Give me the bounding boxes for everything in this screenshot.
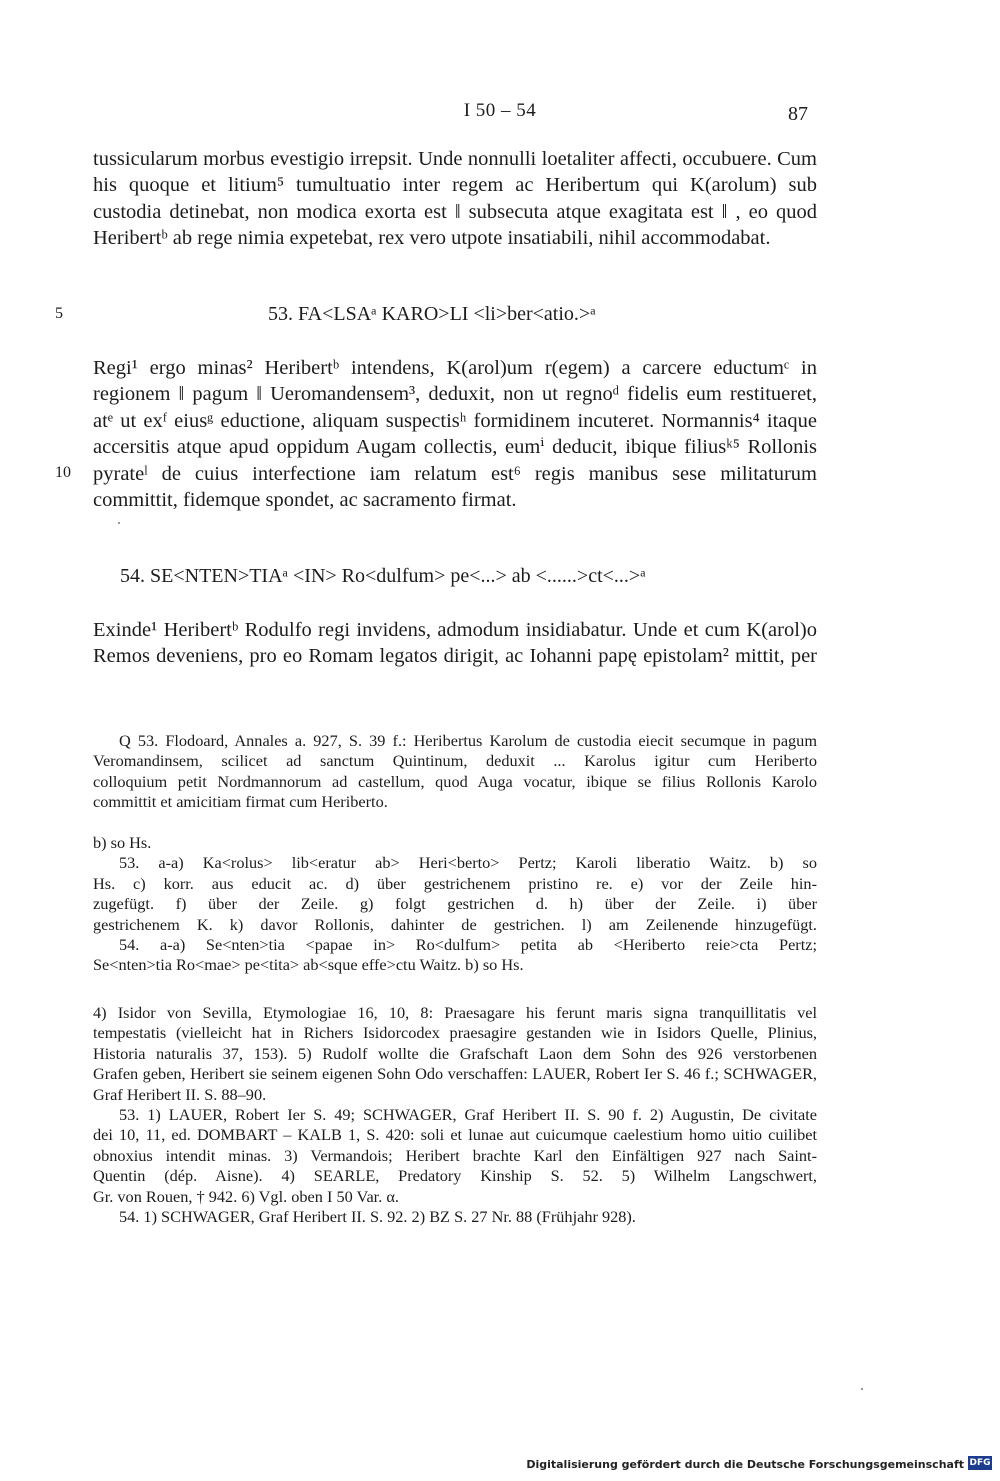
paragraph-2 xyxy=(93,355,817,513)
paragraph-3 xyxy=(93,617,817,670)
commentary-apparatus xyxy=(93,1003,817,1227)
text-line: Exinde¹ Heribertᵇ Rodulfo regi invidens, admodum insidiabatur. Unde et cum K(arol)o xyxy=(93,619,817,641)
text-line: pyrateˡ de cuius interfectione iam relatum est⁶ regis manibus sese militaturum xyxy=(93,462,817,485)
note-line: Veromandinsem, scilicet ad sanctum Quintinum, deduxit ... Karolus igitur cum Heriberto xyxy=(93,751,817,771)
note-line: gestrichenem K. k) davor Rollonis, dahinter de gestrichen. l) am Zeilenende hinzugefügt. xyxy=(93,914,817,934)
note-line: Grafen geben, Heribert sie seinem eigenen Sohn Odo verschaffen: LAUER, Robert Ier S. 46 f.; SCHWAGER, xyxy=(93,1064,817,1084)
text-line: accersitis atque apud oppidum Augam collectis, eumⁱ deducit, ibique filiusᵏ⁵ Rollonis xyxy=(93,436,817,459)
note-line: Quentin (dép. Aisne). 4) SEARLE, Predatory Kinship S. 52. 5) Wilhelm Langschwert, xyxy=(93,1166,817,1186)
chapter-heading-54: 54. SE<NTEN>TIAᵃ <IN> Ro<dulfum> pe<...> ab <......>ct<...>ᵃ xyxy=(120,565,646,587)
note-line: Se<nten>tia Ro<mae> pe<tita> ab<sque effe>ctu Waitz. b) so Hs. xyxy=(93,955,524,975)
page-number: 87 xyxy=(788,103,808,125)
note-line: 53. 1) LAUER, Robert Ier S. 49; SCHWAGER, Graf Heribert II. S. 90 f. 2) Augustin, De civitate xyxy=(119,1105,817,1125)
text-line: Remos deveniens, pro eo Romam legatos dirigit, ac Iohanni papę epistolam² mittit, per xyxy=(93,645,817,668)
text-line: regionem ‖ pagum ‖ Ueromandensem³, deduxit, non ut regnoᵈ fidelis eum restitueret, xyxy=(93,383,817,406)
paragraph-1 xyxy=(93,146,817,252)
ink-speck xyxy=(861,1388,863,1390)
note-line: 4) Isidor von Sevilla, Etymologiae 16, 10, 8: Praesagare his ferunt maris signa tranquillitatis vel xyxy=(93,1003,817,1022)
source-apparatus xyxy=(93,731,817,813)
text-line: Regi¹ ergo minas² Heribertᵇ intendens, K(arol)um r(egem) a carcere eductumᶜ in xyxy=(93,357,817,379)
note-line: b) so Hs. xyxy=(93,833,152,852)
note-line: dei 10, 11, ed. DOMBART – KALB 1, S. 420: soli et lunae aut cuicumque caelestium homo uitio cuilibet xyxy=(93,1125,817,1145)
note-line: 54. a-a) Se<nten>tia <papae in> Ro<dulfum> petita ab <Heriberto reie>cta Pertz; xyxy=(119,935,817,955)
note-line: tempestatis (vielleicht hat in Richers Isidorcodex praesagire gestanden wie in Isidors Quelle, Plinius, xyxy=(93,1023,817,1043)
note-line: committit et amicitiam firmat cum Heriberto. xyxy=(93,792,388,812)
note-line: Gr. von Rouen, † 942. 6) Vgl. oben I 50 Var. α. xyxy=(93,1186,399,1206)
note-line: Q 53. Flodoard, Annales a. 927, S. 39 f.: Heribertus Karolum de custodia eiecit secumque in pagum xyxy=(119,731,817,750)
ink-speck xyxy=(118,522,120,524)
line-number-5: 5 xyxy=(55,305,63,322)
note-line: Historia naturalis 37, 153). 5) Rudolf wollte die Grafschaft Laon dem Sohn des 926 verstorbenen xyxy=(93,1043,817,1063)
text-line: his quoque et litium⁵ tumultuatio inter regem ac Heribertum qui K(arolum) sub xyxy=(93,174,817,197)
text-line: atᵉ ut exᶠ eiusᵍ eductione, aliquam suspectisʰ formidinem incuteret. Normannis⁴ itaque xyxy=(93,409,817,432)
chapter-heading-53: 53. FA<LSAᵃ KARO>LI <li>ber<atio.>ᵃ xyxy=(268,303,596,325)
note-line: Graf Heribert II. S. 88–90. xyxy=(93,1084,267,1104)
text-line: custodia detinebat, non modica exorta est ‖ subsecuta atque exagitata est ‖ , eo quod xyxy=(93,200,817,223)
text-line: tussicularum morbus evestigio irrepsit. Unde nonnulli loetaliter affecti, occubuere. Cum xyxy=(93,148,817,170)
text-line: committit, fidemque spondet, ac sacramento firmat. xyxy=(93,489,517,512)
line-number-10: 10 xyxy=(55,464,71,481)
note-line: obnoxius intendit minas. 3) Vermandois; Heribert brachte Karl den Einfältigen 927 nach Saint- xyxy=(93,1145,817,1165)
note-line: 54. 1) SCHWAGER, Graf Heribert II. S. 92. 2) BZ S. 27 Nr. 88 (Frühjahr 928). xyxy=(119,1207,636,1227)
note-line: zugefügt. f) über der Zeile. g) folgt gestrichen d. h) über der Zeile. i) über xyxy=(93,894,817,914)
running-head: I 50 – 54 xyxy=(463,100,537,121)
variant-apparatus xyxy=(93,833,817,976)
text-line: Heribertᵇ ab rege nimia expetebat, rex vero utpote insatiabili, nihil accommodabat. xyxy=(93,227,771,250)
dfg-logo: DFG xyxy=(969,1458,991,1468)
note-line: Hs. c) korr. aus educit ac. d) über gestrichenem pristino re. e) vor der Zeile hin- xyxy=(93,873,817,893)
funding-credit: Digitalisierung gefördert durch die Deutsche Forschungsgemeinschaft xyxy=(526,1458,964,1471)
note-line: colloquium petit Nordmannorum ad castellum, quod Auga vocatur, ibique se filius Rollonis Karolo xyxy=(93,771,817,791)
note-line: 53. a-a) Ka<rolus> lib<eratur ab> Heri<berto> Pertz; Karoli liberatio Waitz. b) so xyxy=(119,853,817,873)
